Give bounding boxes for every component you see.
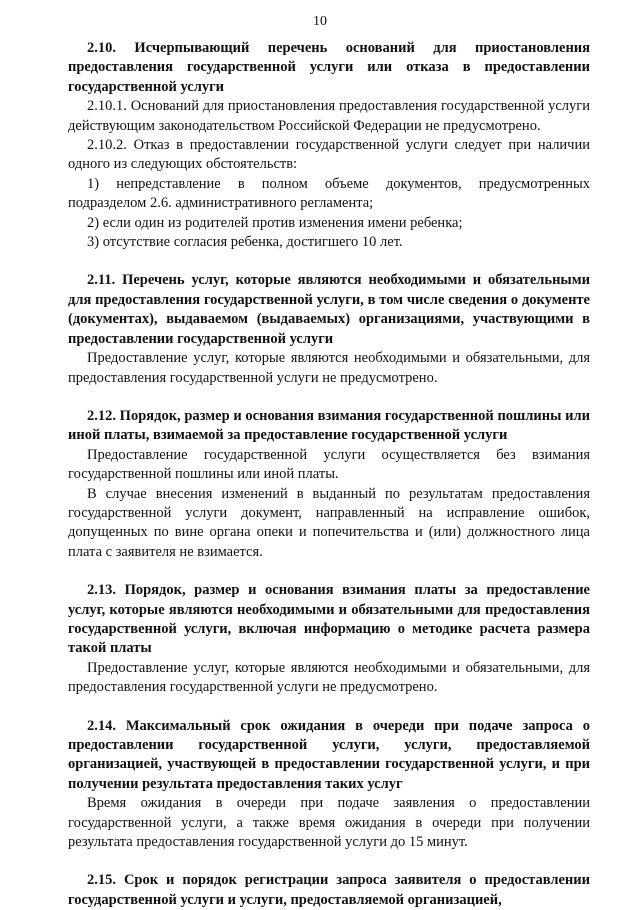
list-item: 3) отсутствие согласия ребенка, достигшего 10 лет. [87,234,403,251]
section-heading-2-15: 2.15. Срок и порядок регистрации запроса заявителя о предоставлении государственной услуги и услуги, предоставляемой организацией, [68,872,590,908]
paragraph: 2.10.2. Отказ в предоставлении государственной услуги следует при наличии одного из следующих обстоятельств: [68,137,590,173]
section-heading-2-10: 2.10. Исчерпывающий перечень оснований для приостановления предоставления государственной услуги или отказа в предоставлении государственной услуги [68,40,590,95]
section-heading-2-12: 2.12. Порядок, размер и основания взимания государственной пошлины или иной платы, взимаемой за предоставление государственной услуги [68,407,590,444]
paragraph: 2.10.1. Оснований для приостановления предоставления государственной услуги действующим законодательством Российской Федерации не предусмотрено. [68,98,590,134]
section-heading-2-13: 2.13. Порядок, размер и основания взимания платы за предоставление услуг, которые являются необходимыми и обязательными для предоставления государственной услуги, включая информацию о методике расчета размера такой платы [68,582,590,657]
document-body [68,39,590,910]
list-item: 1) непредставление в полном объеме документов, предусмотренных подразделом 2.6. административного регламента; [68,175,590,212]
paragraph: Время ожидания в очереди при подаче заявления о предоставлении государственной услуги, а также время ожидания в очереди при получении результата предоставления государственной услуги до 15 минут. [68,795,590,851]
section-heading-2-11: 2.11. Перечень услуг, которые являются необходимыми и обязательными для предоставления государственной услуги, в том числе сведения о документе (документах), выдаваемом (выдаваемых) организациями, участвующими в предоставлении государственной услуги [68,272,590,347]
list-item: 2) если один из родителей против изменения имени ребенка; [87,214,463,231]
paragraph: В случае внесения изменений в выданный по результатам предоставления государственной услуги документ, направленный на исправление ошибок, допущенных по вине органа опеки и попечительства и (или) должностного лица плата с заявителя не взимается. [68,485,590,560]
paragraph: Предоставление услуг, которые являются необходимыми и обязательными, для предоставления государственной услуги не предусмотрено. [68,659,590,696]
page-number: 10 [313,14,327,29]
paragraph: Предоставление государственной услуги осуществляется без взимания государственной пошлины или иной платы. [68,446,590,483]
section-heading-2-14: 2.14. Максимальный срок ожидания в очереди при подаче запроса о предоставлении государственной услуги, услуги, предоставляемой организацией, участвующей в предоставлении государственной услуги, и при получении результата предоставления таких услуг [68,717,590,792]
paragraph: Предоставление услуг, которые являются необходимыми и обязательными, для предоставления государственной услуги не предусмотрено. [68,350,590,386]
